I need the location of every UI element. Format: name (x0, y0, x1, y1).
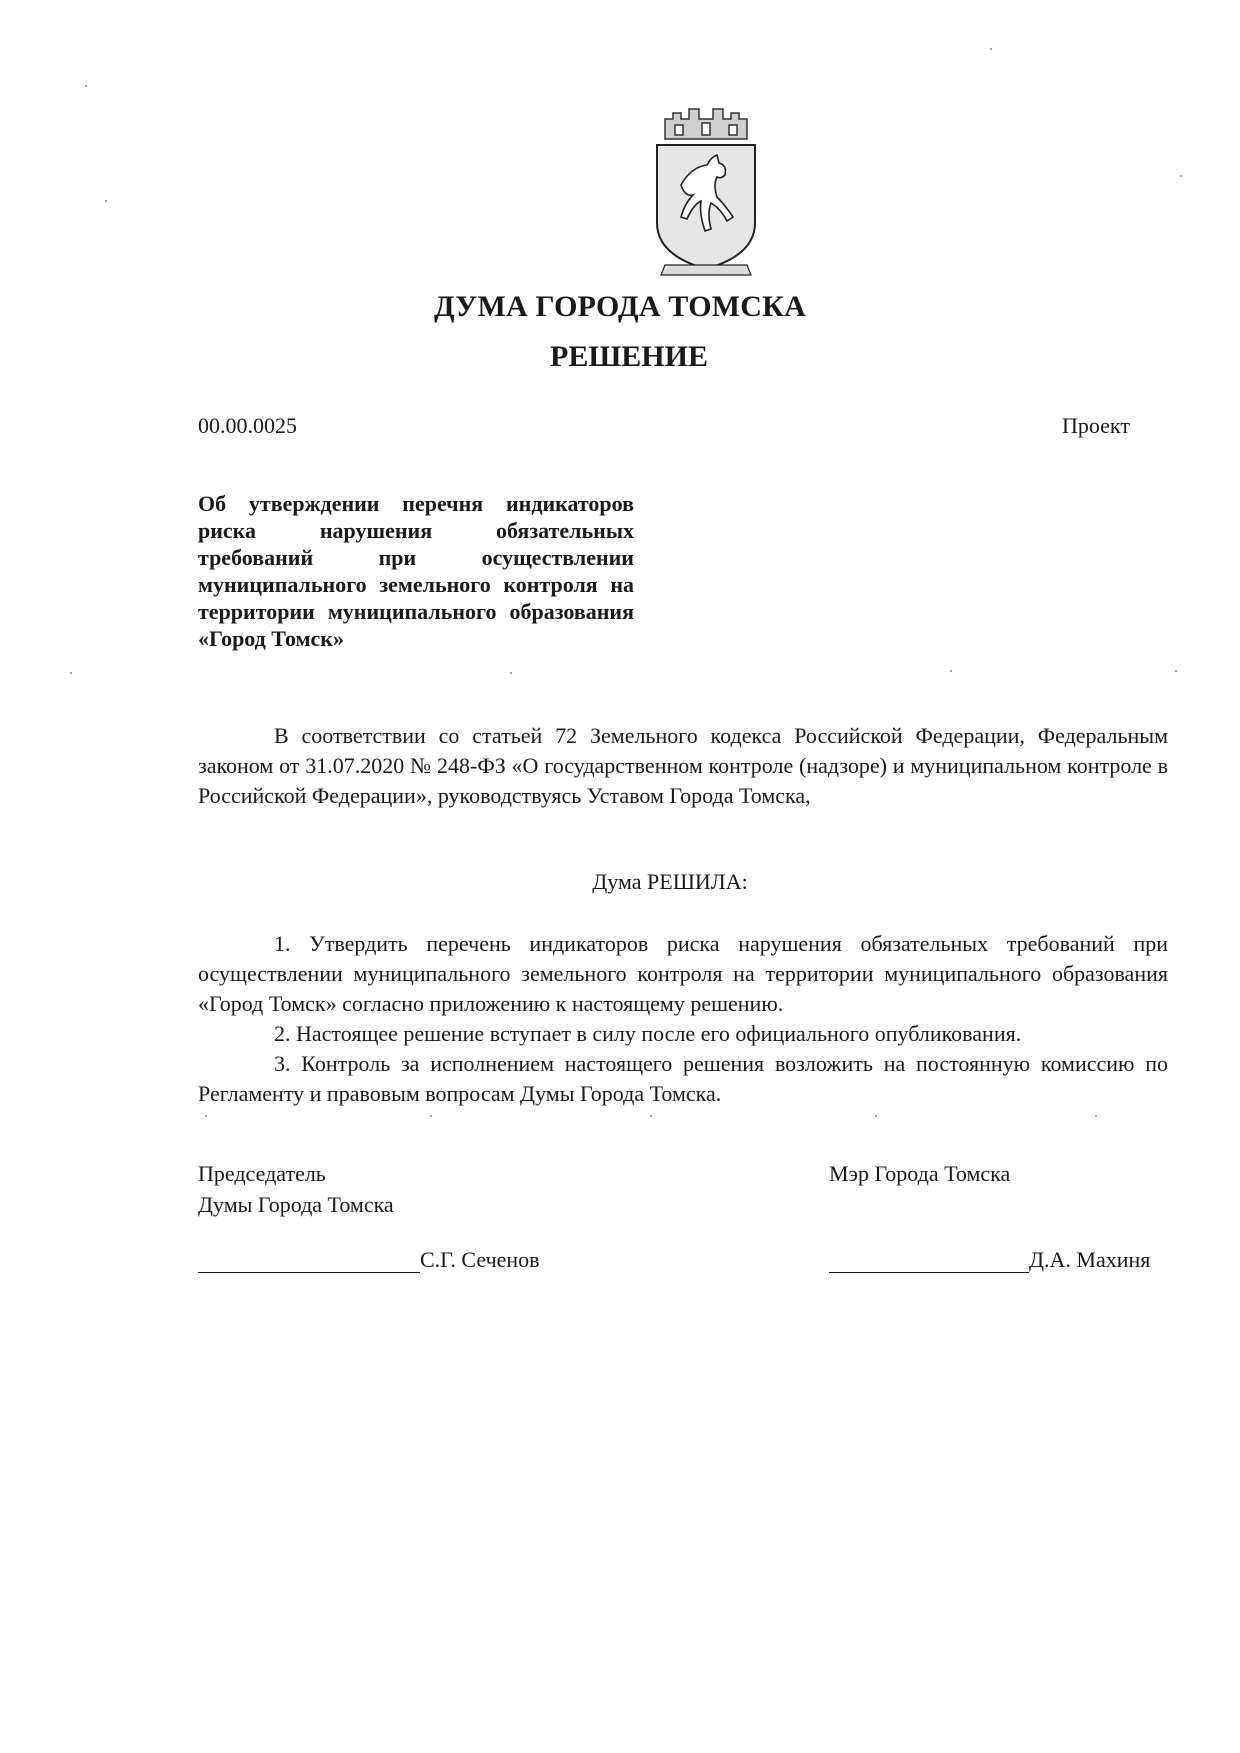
scan-speck (875, 1115, 877, 1117)
signature-rule (198, 1250, 420, 1273)
preamble-paragraph: В соответствии со статьей 72 Земельного кодекса Российской Федерации, Федеральным законом от 31.07.2020 № 248-ФЗ «О государственном контроле (надзоре) и муниципальном контроле в Российской Федерации», руководствуясь Уставом Города Томска, (198, 723, 1168, 808)
document-subject-title: Об утверждении перечня индикаторов риска нарушения обязательных требований при осуществлении муниципального земельного контроля на территории муниципального образования «Город Томск» (198, 491, 634, 651)
organization-title: ДУМА ГОРОДА ТОМСКА (434, 290, 806, 323)
scan-speck (85, 85, 87, 87)
resolved-heading: Дума РЕШИЛА: (592, 869, 748, 894)
scan-speck (1095, 1115, 1097, 1117)
scan-speck (510, 672, 512, 674)
scan-speck (1175, 670, 1177, 672)
signature-line-left (198, 1247, 540, 1273)
tomsk-coat-of-arms-icon (651, 105, 761, 280)
scan-speck (70, 672, 72, 674)
decision-item: 3. Контроль за исполнением настоящего решения возложить на постоянную комиссию по Регламенту и правовым вопросам Думы Города Томска. (198, 1051, 1168, 1106)
signatory-left-name: С.Г. Сеченов (420, 1247, 540, 1272)
scan-speck (1180, 175, 1182, 177)
decision-items (198, 929, 1168, 1109)
signature-line-right (829, 1247, 1150, 1273)
document-type-title: РЕШЕНИЕ (550, 340, 708, 373)
scan-speck (650, 1115, 652, 1117)
signatory-left-position-line2: Думы Города Томска (198, 1192, 394, 1217)
signature-rule (829, 1250, 1029, 1273)
scan-speck (105, 200, 107, 202)
scan-speck (950, 670, 952, 672)
signatory-right-position (829, 1158, 1010, 1189)
signatory-left-position-line1: Председатель (198, 1161, 326, 1186)
decision-item: 2. Настоящее решение вступает в силу после его официального опубликования. (274, 1021, 1022, 1046)
document-date: 00.00.0025 (198, 413, 297, 438)
scan-speck (430, 1115, 432, 1117)
scan-speck (990, 48, 992, 50)
signatory-right-name: Д.А. Махиня (1029, 1247, 1151, 1272)
document-status: Проект (1062, 413, 1130, 438)
decision-item: 1. Утвердить перечень индикаторов риска нарушения обязательных требований при осуществлении муниципального земельного контроля на территории муниципального образования «Город Томск» согласно приложению к настоящему решению. (198, 931, 1168, 1016)
scan-speck (205, 1115, 207, 1117)
signatory-left-position (198, 1158, 394, 1220)
signatory-right-position-line1: Мэр Города Томска (829, 1161, 1011, 1186)
